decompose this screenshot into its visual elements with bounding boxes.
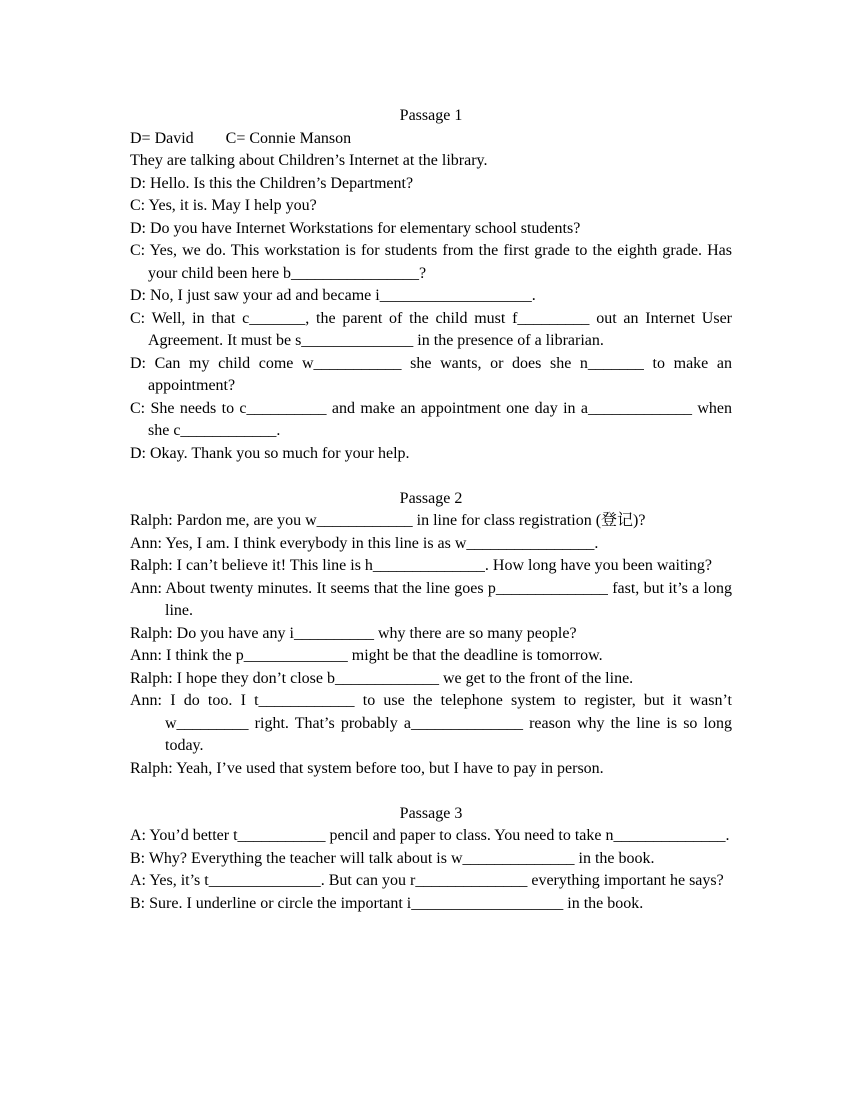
dialogue-line: A: Yes, it’s t______________. But can you r______________ everything important he says? — [130, 872, 724, 889]
dialogue-line: D: Do you have Internet Workstations for elementary school students? — [130, 219, 581, 237]
dialogue-line: C: Yes, it is. May I help you? — [130, 197, 317, 214]
dialogue-line: D: Can my child come w___________ she wants, or does she n_______ to make an appointment? — [130, 354, 732, 394]
dialogue-line: Ralph: I hope they don’t close b_____________ we get to the front of the line. — [130, 669, 634, 687]
dialogue-line: B: Why? Everything the teacher will talk about is w______________ in the book. — [130, 849, 655, 867]
passage-1 — [130, 105, 732, 465]
section-gap — [130, 465, 732, 488]
dialogue-line: Ralph: Yeah, I’ve used that system before too, but I have to pay in person. — [130, 759, 604, 777]
dialogue-line: B: Sure. I underline or circle the important i___________________ in the book. — [130, 894, 644, 912]
speaker-key: D= David C= Connie Manson — [130, 129, 352, 147]
dialogue-line: D: Okay. Thank you so much for your help. — [130, 444, 410, 462]
passage-3 — [130, 803, 732, 916]
dialogue-line: Ann: I do too. I t____________ to use the telephone system to register, but it wasn’t w_________ right. That’s probably a______________ reason why the line is so long today. — [130, 692, 732, 754]
section-gap — [130, 780, 732, 803]
dialogue-line: D: No, I just saw your ad and became i___________________. — [130, 287, 536, 304]
passage-title: Passage 1 — [399, 107, 463, 124]
dialogue-line: Ralph: Pardon me, are you w____________ in line for class registration (登记)? — [130, 512, 646, 529]
dialogue-line: C: She needs to c__________ and make an appointment one day in a_____________ when she c____________. — [130, 399, 732, 439]
dialogue-line: A: You’d better t___________ pencil and paper to class. You need to take n______________. — [130, 827, 730, 844]
dialogue-line: Ralph: Do you have any i__________ why there are so many people? — [130, 624, 577, 642]
dialogue-line: C: Well, in that c_______, the parent of the child must f_________ out an Internet User Agreement. It must be s______________ in the presence of a librarian. — [130, 309, 732, 349]
passage-2 — [130, 488, 732, 781]
dialogue-line: Ralph: I can’t believe it! This line is h______________. How long have you been waiting? — [130, 557, 712, 574]
dialogue-line: Ann: About twenty minutes. It seems that the line goes p______________ fast, but it’s a long line. — [130, 579, 732, 619]
dialogue-line: C: Yes, we do. This workstation is for students from the first grade to the eighth grade. Has your child been here b________________? — [130, 242, 732, 282]
passage-title: Passage 3 — [399, 804, 463, 822]
dialogue-line: Ann: I think the p_____________ might be that the deadline is tomorrow. — [130, 647, 603, 664]
dialogue-line: D: Hello. Is this the Children’s Department? — [130, 174, 414, 192]
context-line: They are talking about Children’s Internet at the library. — [130, 152, 488, 169]
dialogue-line: Ann: Yes, I am. I think everybody in this line is as w________________. — [130, 534, 599, 552]
passage-title: Passage 2 — [399, 489, 463, 507]
